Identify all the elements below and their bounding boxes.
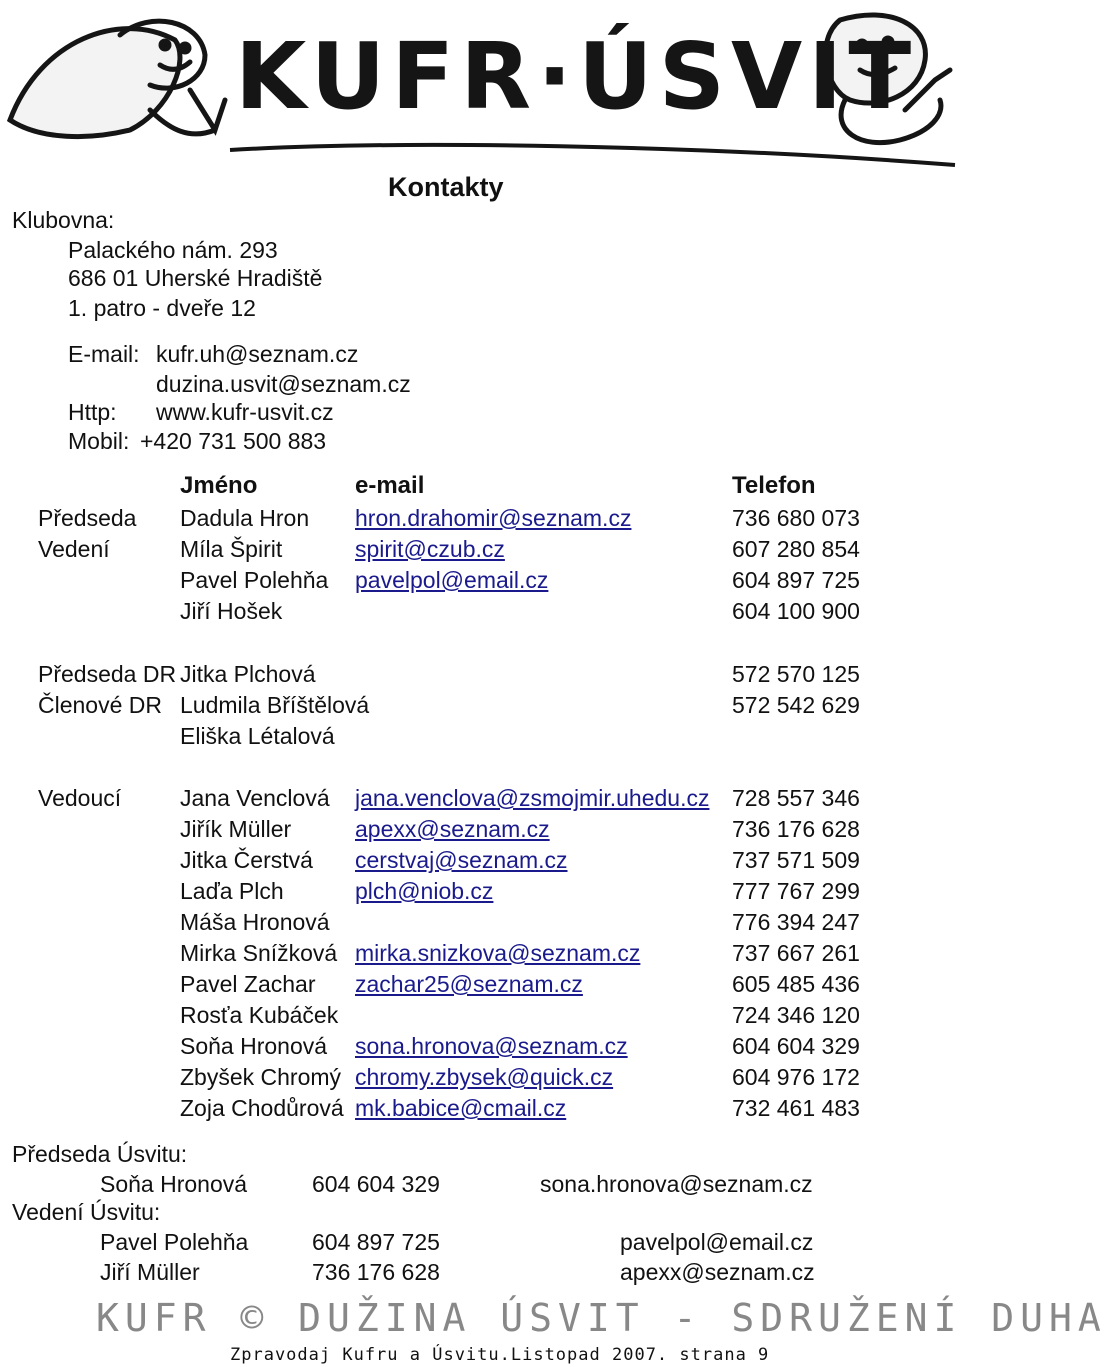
column-header-name: Jméno [180, 472, 258, 499]
contact-name: Zbyšek Chromý [180, 1064, 342, 1090]
contact-name: Jiří Hošek [180, 598, 283, 624]
contact-phone: 776 394 247 [732, 909, 860, 935]
contact-email[interactable]: chromy.zbysek@quick.cz [355, 1064, 614, 1090]
contact-email[interactable]: zachar25@seznam.cz [355, 971, 583, 997]
contact-name: Máša Hronová [180, 909, 330, 935]
contact-phone: 732 461 483 [732, 1095, 860, 1121]
usvit-chair-name: Soňa Hronová [100, 1171, 248, 1197]
address-line: 686 01 Uherské Hradiště [68, 265, 323, 291]
mobile-label: Mobil: [68, 428, 130, 454]
contact-phone: 736 176 628 [732, 816, 860, 842]
club-email: kufr.uh@seznam.cz [156, 341, 359, 367]
column-header-phone: Telefon [732, 472, 816, 499]
contact-name: Míla Špirit [180, 536, 283, 562]
contact-phone: 724 346 120 [732, 1002, 860, 1028]
contact-email[interactable]: pavelpol@email.cz [355, 567, 549, 593]
contact-name: Pavel Zachar [180, 971, 316, 997]
footer-banner: KUFR © DUŽINA ÚSVIT - SDRUŽENÍ DUHA [96, 1296, 1107, 1340]
contact-role: Vedení [38, 536, 110, 562]
usvit-board-name: Jiří Müller [100, 1259, 200, 1285]
contact-email[interactable]: mirka.snizkova@seznam.cz [355, 940, 641, 966]
contact-phone: 604 100 900 [732, 598, 860, 624]
usvit-chair-label: Předseda Úsvitu: [12, 1141, 188, 1167]
club-email: duzina.usvit@seznam.cz [156, 371, 411, 397]
contact-name: Laďa Plch [180, 878, 284, 904]
contact-email[interactable]: apexx@seznam.cz [355, 816, 550, 842]
contact-phone: 604 604 329 [732, 1033, 860, 1059]
contact-phone: 604 897 725 [732, 567, 860, 593]
contact-role: Vedoucí [38, 785, 122, 811]
usvit-chair-phone: 604 604 329 [312, 1171, 440, 1197]
contact-name: Dadula Hron [180, 505, 310, 531]
contact-phone: 604 976 172 [732, 1064, 860, 1090]
usvit-board-phone: 604 897 725 [312, 1229, 440, 1255]
contact-phone: 737 571 509 [732, 847, 860, 873]
contact-name: Rosťa Kubáček [180, 1002, 339, 1028]
contact-email[interactable]: cerstvaj@seznam.cz [355, 847, 568, 873]
contact-phone: 572 542 629 [732, 692, 860, 718]
contact-phone: 605 485 436 [732, 971, 860, 997]
contact-name: Jana Venclová [180, 785, 330, 811]
logo-text: KUFR·ÚSVIT [235, 23, 918, 130]
kufr-usvit-logo [0, 0, 960, 175]
contact-name: Jitka Čerstvá [180, 847, 313, 873]
usvit-board-email: pavelpol@email.cz [620, 1229, 814, 1255]
club-mobile: +420 731 500 883 [140, 428, 327, 454]
contact-email[interactable]: jana.venclova@zsmojmir.uhedu.cz [355, 785, 710, 811]
contact-phone: 736 680 073 [732, 505, 860, 531]
contact-role: Členové DR [38, 692, 162, 718]
http-label: Http: [68, 399, 117, 425]
contact-phone: 607 280 854 [732, 536, 860, 562]
contact-phone: 737 667 261 [732, 940, 860, 966]
contact-email[interactable]: hron.drahomir@seznam.cz [355, 505, 632, 531]
contact-email[interactable]: spirit@czub.cz [355, 536, 505, 562]
email-label: E-mail: [68, 341, 140, 367]
cartoon-figure-left-icon [10, 21, 225, 136]
footer-line: Zpravodaj Kufru a Úsvitu.Listopad 2007. strana 9 [230, 1345, 770, 1365]
page-title: Kontakty [388, 172, 504, 202]
contact-role: Předseda [38, 505, 137, 531]
address-line: 1. patro - dveře 12 [68, 295, 256, 321]
contact-phone: 728 557 346 [732, 785, 860, 811]
contact-name: Pavel Polehňa [180, 567, 329, 593]
contact-role: Předseda DR [38, 661, 177, 687]
contact-name: Jitka Plchová [180, 661, 316, 687]
contact-phone: 572 570 125 [732, 661, 860, 687]
usvit-board-email: apexx@seznam.cz [620, 1259, 815, 1285]
usvit-board-label: Vedení Úsvitu: [12, 1199, 161, 1225]
contact-name: Soňa Hronová [180, 1033, 328, 1059]
usvit-chair-email: sona.hronova@seznam.cz [540, 1171, 813, 1197]
contact-name: Jiřík Müller [180, 816, 292, 842]
usvit-board-name: Pavel Polehňa [100, 1229, 249, 1255]
column-header-email: e-mail [355, 472, 425, 499]
contact-email[interactable]: mk.babice@cmail.cz [355, 1095, 567, 1121]
contact-name: Mirka Snížková [180, 940, 338, 966]
club-label: Klubovna: [12, 207, 115, 233]
contact-name: Ludmila Bříštělová [180, 692, 370, 718]
usvit-board-phone: 736 176 628 [312, 1259, 440, 1285]
contact-phone: 777 767 299 [732, 878, 860, 904]
address-line: Palackého nám. 293 [68, 237, 278, 263]
club-website: www.kufr-usvit.cz [156, 399, 334, 425]
contact-email[interactable]: sona.hronova@seznam.cz [355, 1033, 628, 1059]
contact-name: Eliška Létalová [180, 723, 335, 749]
contact-email[interactable]: plch@niob.cz [355, 878, 494, 904]
logo-underline [230, 145, 955, 165]
contact-name: Zoja Chodůrová [180, 1095, 344, 1121]
